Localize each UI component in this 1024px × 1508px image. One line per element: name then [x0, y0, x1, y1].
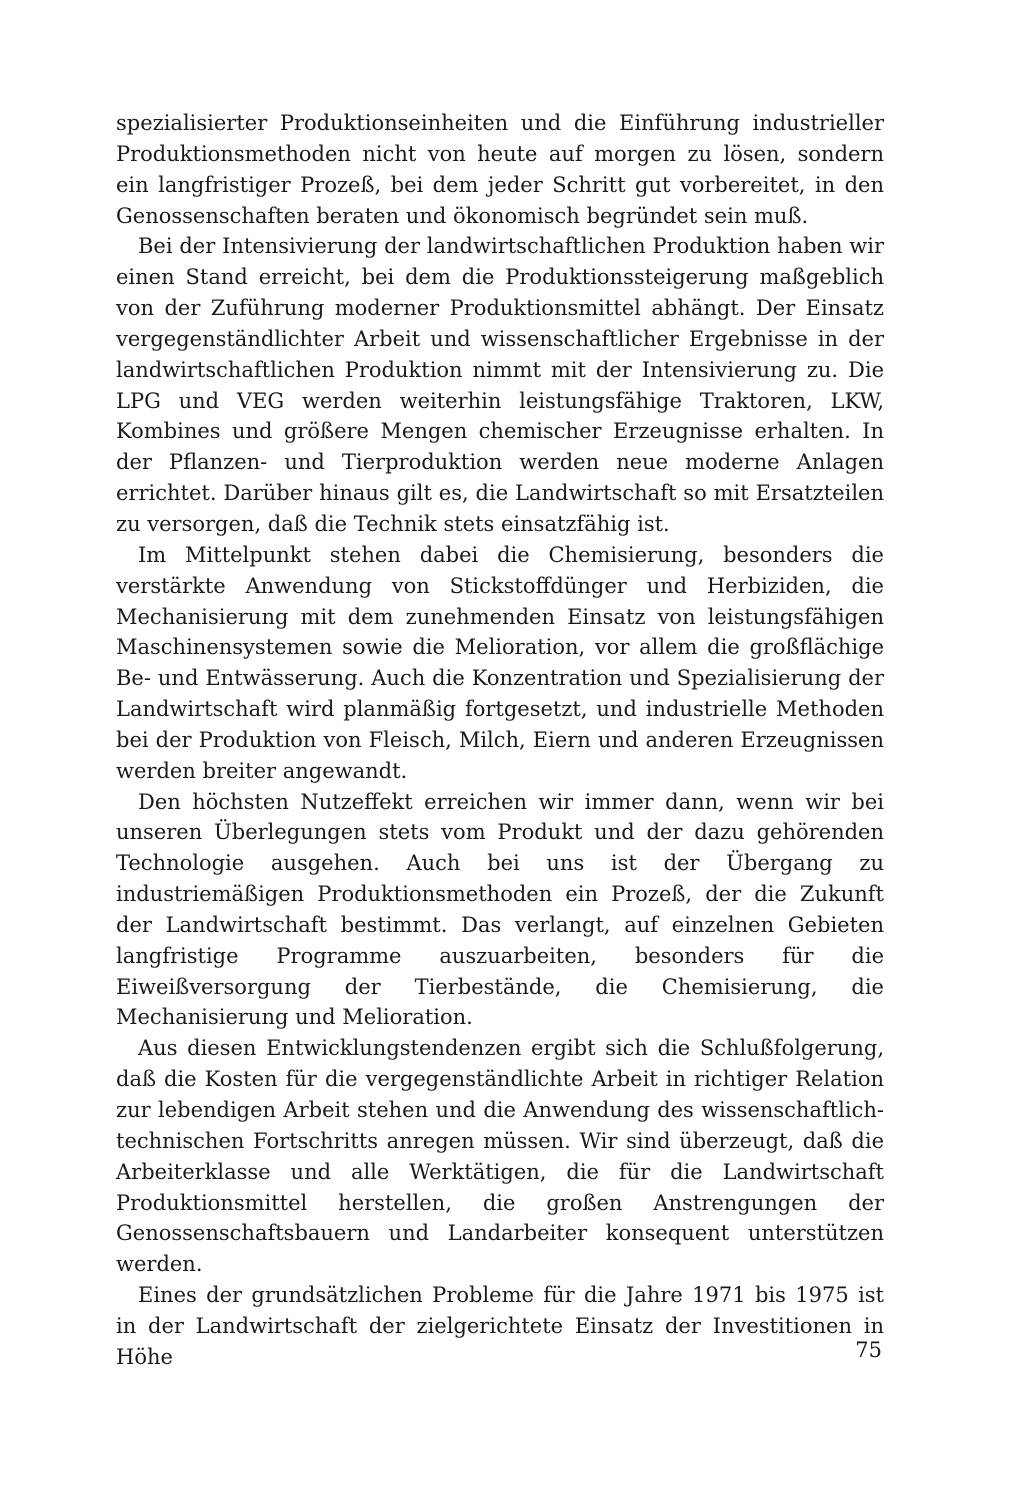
paragraph: spezialisierter Produktionseinheiten und die Einführung industrieller Produktionsmethoden nicht von heute auf morgen zu lösen, sondern ein langfristiger Prozeß, bei dem jeder Schritt gut vorbereitet, in den Genossenschaften beraten und ökonomisch begründet sein muß. — [116, 111, 884, 228]
paragraph: Im Mittelpunkt stehen dabei die Chemisierung, besonders die verstärkte Anwendung von Stickstoffdünger und Herbiziden, die Mechanisierung mit dem zunehmenden Einsatz von leistungsfähigen Maschinensystemen sowie die Melioration, vor allem die großflächige Be- und Entwässerung. Auch die Konzentration und Spezialisierung der Landwirtschaft wird planmäßig fortgesetzt, und industrielle Methoden bei der Produktion von Fleisch, Milch, Eiern und anderen Erzeugnissen werden breiter angewandt. — [116, 542, 884, 783]
paragraph: Eines der grundsätzlichen Probleme für die Jahre 1971 bis 1975 ist in der Landwirtschaft der zielgerichtete Einsatz der Investitionen in Höhe — [116, 1283, 884, 1369]
paragraph: Den höchsten Nutzeffekt erreichen wir immer dann, wenn wir bei unseren Überlegungen stets vom Produkt und der dazu gehörenden Technologie ausgehen. Auch bei uns ist der Übergang zu industriemäßigen Produktionsmethoden ein Prozeß, der die Zukunft der Landwirtschaft bestimmt. Das verlangt, auf einzelnen Gebieten langfristige Programme auszuarbeiten, besonders für die Eiweißversorgung der Tierbestände, die Chemisierung, die Mechanisierung und Melioration. — [116, 789, 884, 1030]
paragraph: Aus diesen Entwicklungstendenzen ergibt sich die Schlußfolgerung, daß die Kosten für die vergegenständlichte Arbeit in richtiger Relation zur lebendigen Arbeit stehen und die Anwendung des wissenschaftlich-technischen Fortschritts anregen müssen. Wir sind überzeugt, daß die Arbeiterklasse und alle Werktätigen, die für die Landwirtschaft Produktionsmittel herstellen, die großen Anstrengungen der Genossenschaftsbauern und Landarbeiter konsequent unterstützen werden. — [116, 1036, 884, 1277]
paragraph: Bei der Intensivierung der landwirtschaftlichen Produktion haben wir einen Stand erreicht, bei dem die Produktionssteigerung maßgeblich von der Zuführung moderner Produktionsmittel abhängt. Der Einsatz vergegenständlichter Arbeit und wissenschaftlicher Ergebnisse in der landwirtschaftlichen Produktion nimmt mit der Intensivierung zu. Die LPG und VEG werden weiterhin leistungsfähige Traktoren, LKW, Kombines und größere Mengen chemischer Erzeugnisse erhalten. In der Pflanzen- und Tierproduktion werden neue moderne Anlagen errichtet. Darüber hinaus gilt es, die Landwirtschaft so mit Ersatzteilen zu versorgen, daß die Technik stets einsatzfähig ist. — [116, 234, 884, 536]
page-number: 75 — [855, 1338, 882, 1362]
body-text — [116, 108, 884, 1373]
